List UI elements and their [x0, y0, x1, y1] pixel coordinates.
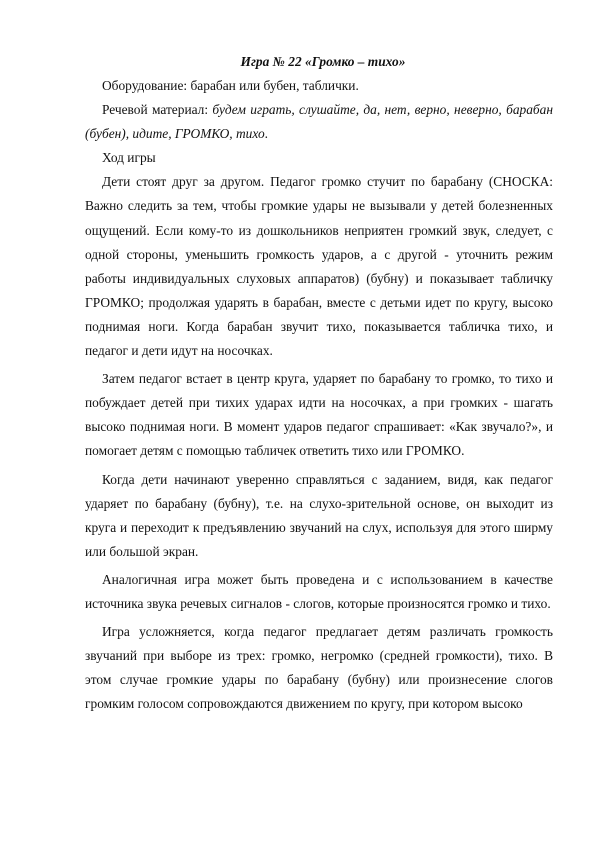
speech-material-items: будем играть, слушайте, да, нет, верно, неверно, барабан (бубен), идите, ГРОМКО, тихо [85, 102, 553, 142]
body-paragraph: Аналогичная игра может быть проведена и с использованием в качестве источника звука речевых сигналов - слогов, которые произносятся громко и тихо. [85, 571, 553, 611]
body-paragraph: Затем педагог встает в центр круга, ударяет по барабану то громко, то тихо и побуждает детей при тихих ударах идти на носочках, а при громких - шагать высоко поднимая ноги. В момент ударов педагог спрашивает: «Как звучало?», и помогает детям с помощью табличек ответить тихо или ГРОМКО. [85, 371, 553, 459]
speech-material-label: Речевой материал: [102, 102, 213, 118]
section-heading: Ход игры [102, 150, 156, 166]
body-paragraph: Игра усложняется, когда педагог предлагает детям различать громкость звучаний при выборе из трех: громко, негромко (средней громкости), тихо. В этом случае громкие удары по барабану (бубну) или произнесение слогов громким голосом сопровождаются движением по кругу, при котором высоко [85, 624, 553, 712]
speech-material-end: . [264, 126, 269, 142]
document-page [85, 50, 553, 716]
body-paragraph: Когда дети начинают уверенно справляться с заданием, видя, как педагог ударяет по барабану (бубну), т.е. на слухо-зрительной основе, он выходит из круга и переходит к предъявлению звучаний на слух, используя для этого ширму или большой экран. [85, 471, 553, 559]
game-title: Игра № 22 «Громко – тихо» [240, 54, 406, 69]
equipment-line: Оборудование: барабан или бубен, таблички. [102, 78, 359, 93]
body-paragraph: Дети стоят друг за другом. Педагог громко стучит по барабану (СНОСКА: Важно следить за тем, чтобы громкие удары не вызывали у детей болезненных ощущений. Если кому-то из дошкольников неприятен громкий звук, следует, с одной стороны, уменьшить громкость ударов, а с другой - уточнить режим работы индивидуальных слуховых аппаратов) (бубну) и показывает табличку ГРОМКО; продолжая ударять в барабан, вместе с детьми идет по кругу, высоко поднимая ноги. Когда барабан звучит тихо, показывается табличка тихо, и педагог и дети идут на носочках. [85, 174, 553, 359]
speech-material-paragraph [85, 98, 553, 146]
